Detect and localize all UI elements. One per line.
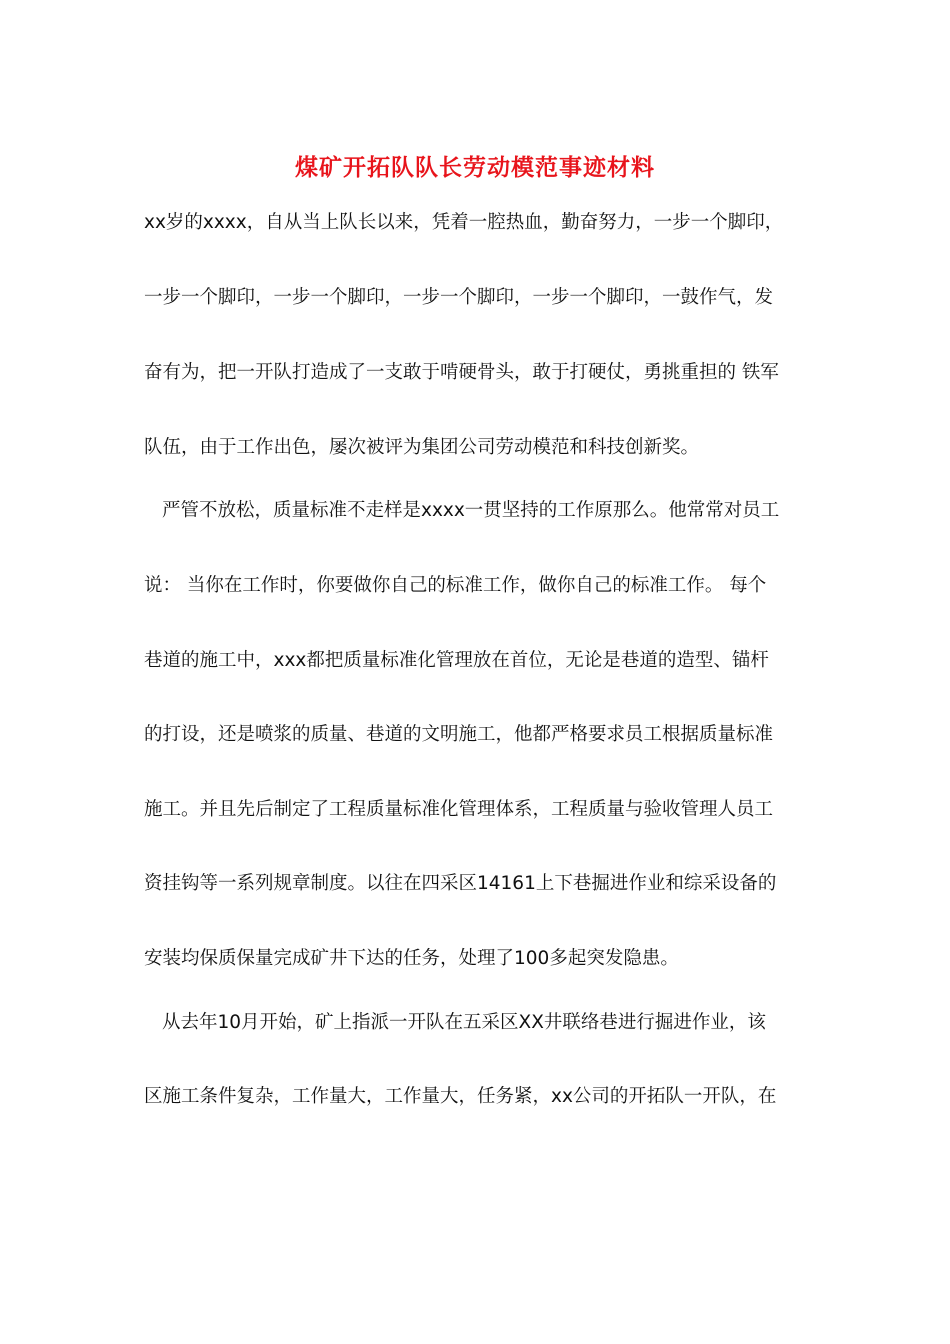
document-title: 煤矿开拓队队长劳动模范事迹材料 [295,154,655,181]
text-line-8: 的打设，还是喷浆的质量、巷道的文明施工，他都严格要求员工根据质量标准 [144,724,774,745]
text-line-7: 巷道的施工中，xxx都把质量标准化管理放在首位，无论是巷道的造型、锚杆 [144,650,769,671]
text-line-3: 奋有为，把一开队打造成了一支敢于啃硬骨头，敢于打硬仗，勇挑重担的 铁军 [144,362,779,383]
text-line-4: 队伍，由于工作出色，屡次被评为集团公司劳动模范和科技创新奖。 [144,437,700,458]
text-line-10: 资挂钩等一系列规章制度。以往在四采区14161上下巷掘进作业和综采设备的 [144,873,777,894]
text-line-9: 施工。并且先后制定了工程质量标准化管理体系，工程质量与验收管理人员工 [144,799,774,820]
text-line-13: 区施工条件复杂，工作量大，工作量大，任务紧，xx公司的开拓队一开队，在 [144,1086,777,1107]
text-line-1: xx岁的xxxx，自从当上队长以来，凭着一腔热血，勤奋努力，一步一个脚印， [144,212,784,233]
text-line-11: 安装均保质保量完成矿井下达的任务，处理了100多起突发隐患。 [144,948,679,969]
text-line-2: 一步一个脚印，一步一个脚印，一步一个脚印，一步一个脚印，一鼓作气，发 [144,287,774,308]
text-line-6: 说： 当你在工作时，你要做你自己的标准工作，做你自己的标准工作。 每个 [144,575,767,596]
text-line-12: 从去年10月开始，矿上指派一开队在五采区XX井联络巷进行掘进作业，该 [162,1012,766,1033]
text-line-5: 严管不放松，质量标准不走样是xxxx一贯坚持的工作原那么。他常常对员工 [162,500,780,521]
